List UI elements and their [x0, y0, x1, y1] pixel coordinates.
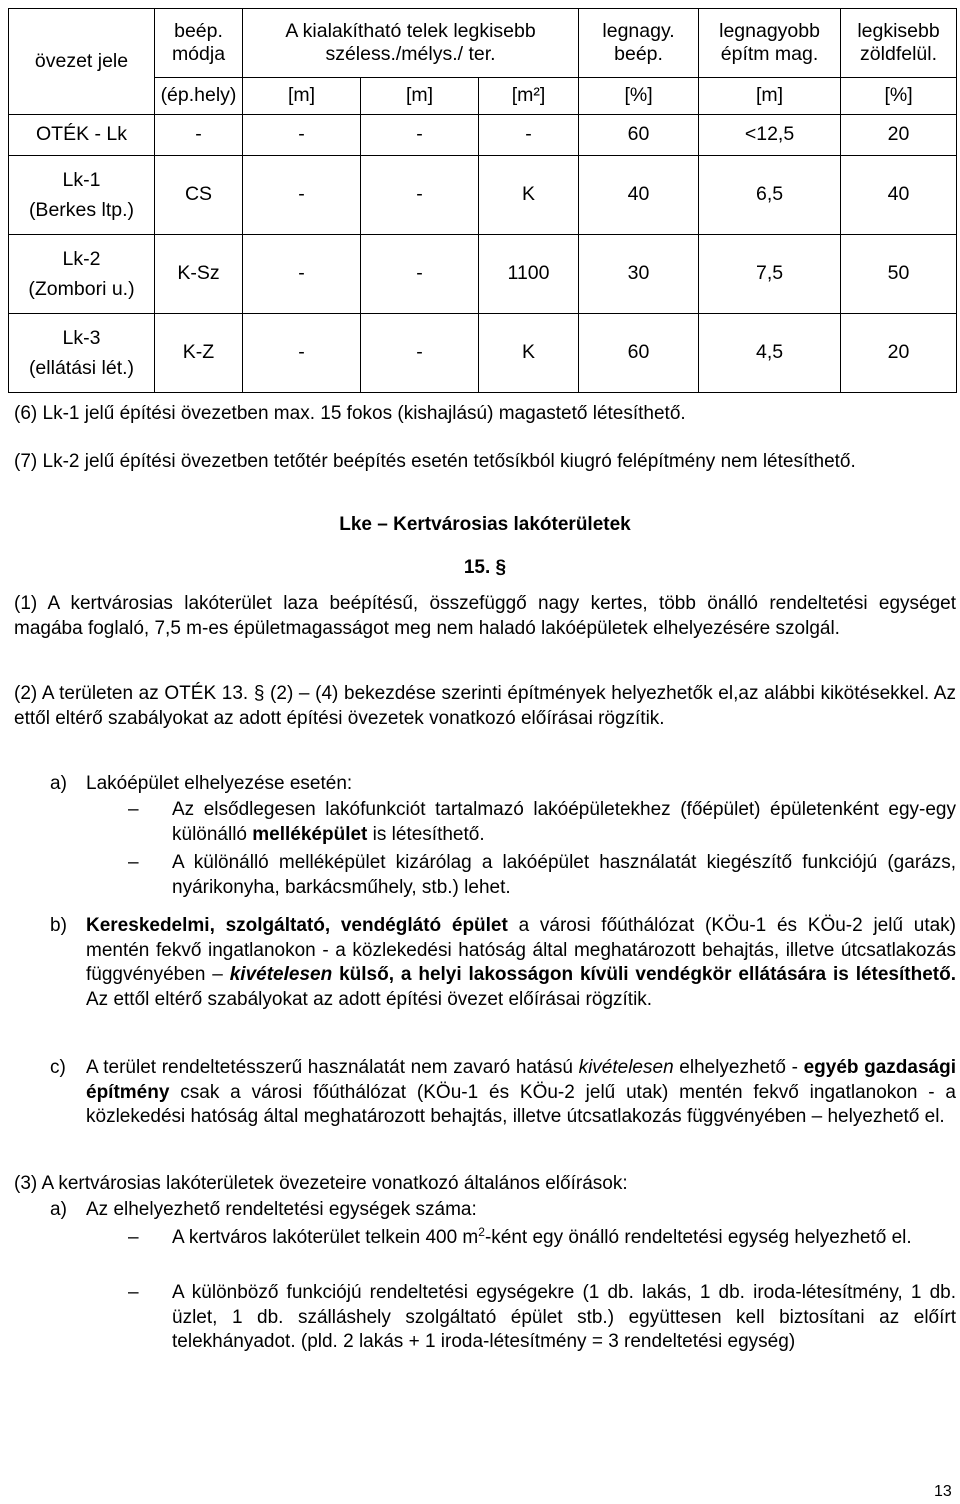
item-a-dash-1: – Az elsődlegesen lakófunkciót tartalmazó lakóépületekhez (főépület) épületenként egy-egy különálló melléképület is létesíthető.: [128, 799, 956, 845]
table-cell: -: [361, 314, 479, 393]
s3-text: (3) A kertvárosias lakóterületek övezeteire vonatkozó általános előírások:: [14, 1173, 628, 1194]
header-min-green: legkisebb zöldfelül.: [841, 9, 957, 78]
item-a-line: [14, 772, 956, 797]
header-max-height: legnagyobb építm mag.: [699, 9, 841, 78]
paragraph-6: [14, 402, 956, 427]
item-a-dash-2: – A különálló melléképület kizárólag a lakóépület használatát kiegészítő funkciójú (garázs, nyárikonyha, barkácsműhely, stb.) lehet.: [128, 852, 956, 898]
table-cell: K: [479, 156, 579, 235]
unit-cell: [m]: [243, 78, 361, 115]
table-cell: 20: [841, 115, 957, 156]
zone-cell: [9, 156, 155, 235]
zone-place: (ellátási lét.): [28, 357, 135, 379]
item-a-text: Lakóépület elhelyezése esetén:: [86, 773, 353, 794]
dash-bullet: –: [128, 852, 139, 873]
header-plot-size: A kialakítható telek legkisebb széless./mélys./ ter.: [243, 9, 579, 78]
unit-cell: [m]: [699, 78, 841, 115]
table-cell: -: [243, 156, 361, 235]
table-cell: 40: [841, 156, 957, 235]
item-3a-text: Az elhelyezhető rendeltetési egységek száma:: [86, 1199, 477, 1220]
table-cell: -: [243, 235, 361, 314]
zone-code: Lk-2: [62, 247, 101, 270]
dash-bullet: –: [128, 799, 139, 820]
table-row-otek: [9, 115, 957, 156]
table-cell: -: [361, 115, 479, 156]
table-row: [9, 235, 957, 314]
table-row: [9, 156, 957, 235]
table-row: [9, 314, 957, 393]
table-cell: CS: [155, 156, 243, 235]
item-3a-dash-1: – A kertváros lakóterület telkein 400 $m^2$-ként egy önálló rendeltetési egység helyezhető el.: [14, 1226, 956, 1251]
paragraph-15-3: [14, 1172, 956, 1197]
table-cell: -: [155, 115, 243, 156]
table-cell: 4,5: [699, 314, 841, 393]
section-number-text: 15. §: [463, 557, 507, 578]
unit-cell: [m]: [361, 78, 479, 115]
s1-text: (1) A kertvárosias lakóterület laza beépítésű, összefüggő nagy kertes, több önálló rendeltetési egységet magába foglaló, 7,5 m-es épületmagasságot meg nem haladó lakóépületek elhelyezésére szolgál.: [14, 593, 956, 639]
table-cell: -: [361, 156, 479, 235]
paragraph-7: [14, 450, 956, 475]
table-cell: -: [479, 115, 579, 156]
zoning-table: [8, 8, 957, 393]
table-cell: K-Z: [155, 314, 243, 393]
header-max-coverage: legnagy. beép.: [579, 9, 699, 78]
unit-cell: [m²]: [479, 78, 579, 115]
p6-text: (6) Lk-1 jelű építési övezetben max. 15 fokos (kishajlású) magastető létesíthető.: [14, 403, 686, 424]
table-cell: 1100: [479, 235, 579, 314]
table-cell: <12,5: [699, 115, 841, 156]
table-header-row: [9, 9, 957, 78]
page-number: 13: [934, 1483, 952, 1500]
zone-code: Lk-3: [62, 326, 101, 349]
item-3a: [14, 1198, 956, 1223]
paragraph-15-2: [14, 682, 956, 731]
dash-bullet: –: [128, 1282, 139, 1303]
zone-cell: [9, 235, 155, 314]
table-cell: -: [243, 314, 361, 393]
table-cell: -: [243, 115, 361, 156]
zone-place: (Berkes ltp.): [28, 199, 135, 221]
header-build-mode: beép. módja: [155, 9, 243, 78]
table-cell: 50: [841, 235, 957, 314]
section-heading: [14, 513, 956, 538]
unit-cell: [%]: [579, 78, 699, 115]
table-cell: -: [361, 235, 479, 314]
item-a-label: a): [50, 773, 67, 794]
table-cell: 20: [841, 314, 957, 393]
table-cell: 30: [579, 235, 699, 314]
item-a: [14, 772, 956, 797]
table-cell: K-Sz: [155, 235, 243, 314]
table-cell: 7,5: [699, 235, 841, 314]
table-cell: 40: [579, 156, 699, 235]
item-c-label: c): [50, 1057, 66, 1078]
unit-cell: [%]: [841, 78, 957, 115]
item-b-label: b): [50, 915, 67, 936]
header-zone: övezet jele: [9, 9, 155, 115]
item-3a-dash-2: – A különböző funkciójú rendeltetési egységekre (1 db. lakás, 1 db. iroda-létesítmény, 1 db. üzlet, 1 db. szálláshely szolgáltató épület stb.) együttesen kell biztosítani az előírt telekhányadot. (pld. 2 lakás + 1 iroda-létesítmény = 3 rendeltetési egység): [128, 1282, 956, 1353]
p7-text: (7) Lk-2 jelű építési övezetben tetőtér beépítés esetén tetősíkból kiugró felépítmény nem létesíthető.: [14, 451, 856, 472]
table-cell: K: [479, 314, 579, 393]
section-number: [14, 556, 956, 581]
table-cell: OTÉK - Lk: [9, 115, 155, 156]
item-3a-label: a): [50, 1199, 67, 1220]
table-cell: 60: [579, 314, 699, 393]
table-cell: 6,5: [699, 156, 841, 235]
dash-bullet: –: [128, 1227, 139, 1248]
unit-cell: (ép.hely): [155, 78, 243, 115]
zone-code: Lk-1: [62, 168, 101, 191]
item-c: c) A terület rendeltetésszerű használatát nem zavaró hatású kivételesen elhelyezhető - egyéb gazdasági építmény csak a városi főúthálózat (KÖu-1 és KÖu-2 jelű utak) mentén fekvő ingatlanokon - a közlekedési hatóság által meghatározott behajtás, illetve útcsatlakozás függvényében – helyezhető el.: [50, 1057, 956, 1128]
item-b: b) Kereskedelmi, szolgáltató, vendéglátó épület a városi főúthálózat (KÖu-1 és KÖu-2 jelű utak) mentén fekvő ingatlanokon - a közlekedési hatóság által meghatározott behajtás, illetve útcsatlakozás függvényében – kivételesen külső, a helyi lakosságon kívüli vendégkör ellátására is létesíthető. Az ettől eltérő szabályokat az adott építési övezet előírásai rögzítik.: [50, 915, 956, 1011]
s2-text: (2) A területen az OTÉK 13. § (2) – (4) bekezdése szerinti építmények helyezhetők el,az alábbi kikötésekkel. Az ettől eltérő szabályokat az adott építési övezetek vonatkozó előírásai rögzítik.: [14, 683, 956, 729]
paragraph-15-1: [14, 592, 956, 641]
table-cell: 60: [579, 115, 699, 156]
heading-text: Lke – Kertvárosias lakóterületek: [339, 514, 631, 535]
zone-cell: [9, 314, 155, 393]
zone-place: (Zombori u.): [28, 278, 135, 300]
